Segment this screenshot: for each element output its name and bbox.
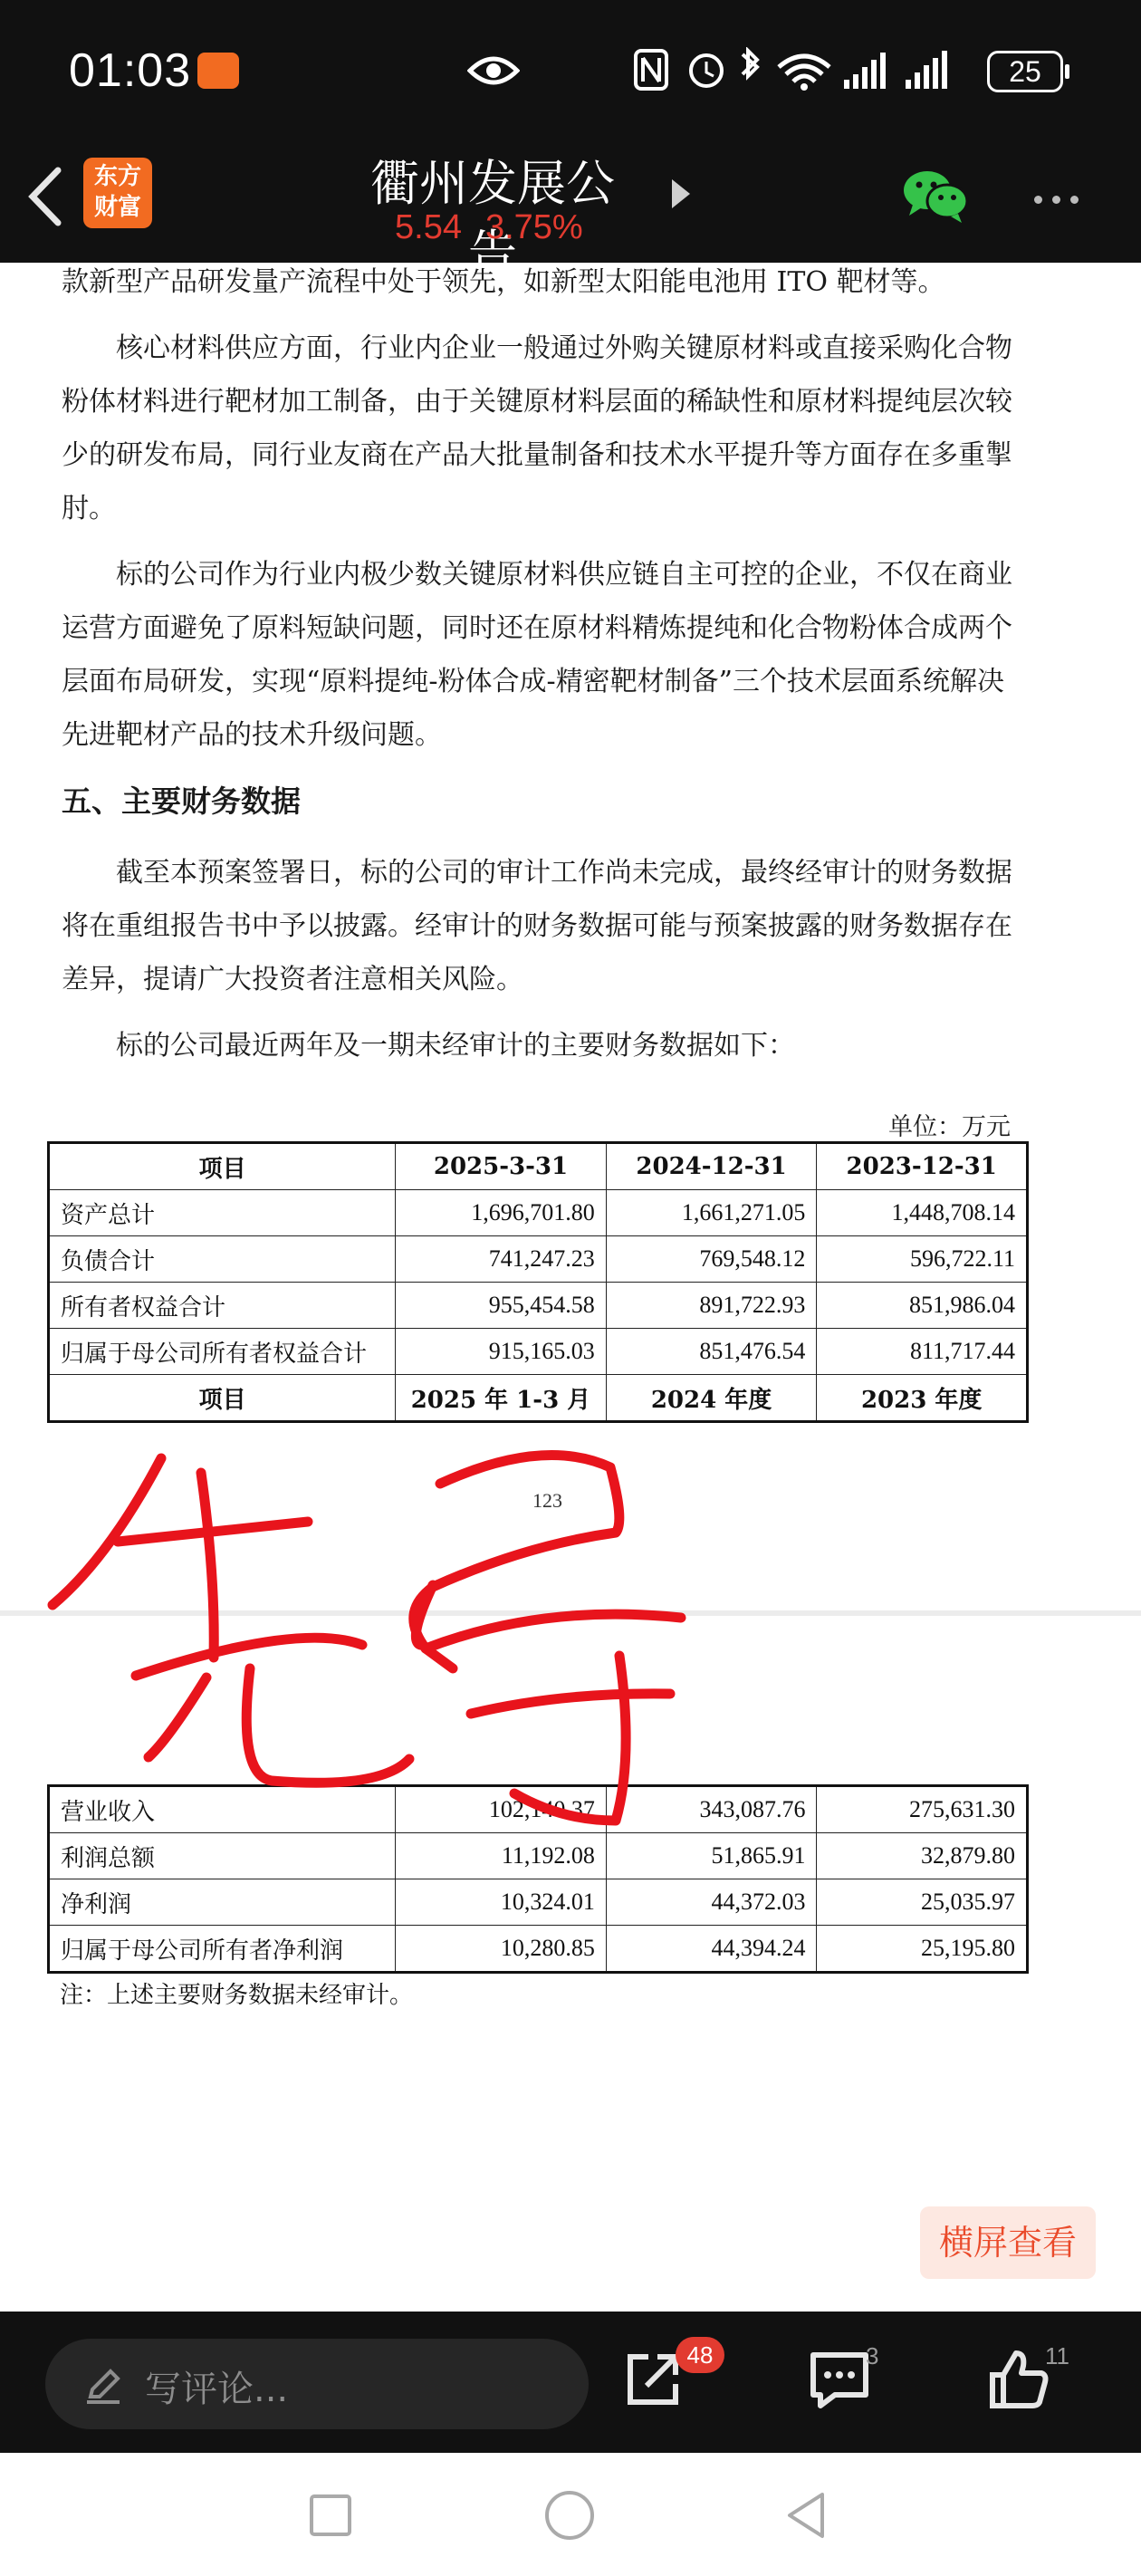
doc-paragraph: 标的公司最近两年及一期未经审计的主要财务数据如下：	[116, 1030, 795, 1062]
comment-icon[interactable]	[808, 2350, 871, 2409]
table-cell: 769,548.12	[606, 1236, 817, 1283]
logo-line-2: 财富	[93, 194, 141, 221]
status-time: 01:03	[69, 44, 192, 97]
share-icon[interactable]	[623, 2350, 683, 2409]
stock-change: 3.75%	[484, 208, 583, 246]
system-nav-bar	[0, 2453, 1141, 2576]
table-row	[49, 1879, 1028, 1926]
app-notification-icon	[197, 53, 239, 89]
comment-placeholder: 写评论...	[145, 2369, 289, 2410]
table-cell: 10,280.85	[396, 1926, 607, 1973]
table-cell: 归属于母公司所有者净利润	[49, 1926, 396, 1973]
table-cell: 1,448,708.14	[817, 1190, 1028, 1236]
doc-paragraph: 标的公司作为行业内极少数关键原材料供应链自主可控的企业，不仅在商业运营方面避免了原料短缺问题，同时还在原材料精炼提纯和化合物粉体合成两个层面布局研发，实现“原料提纯-粉体合成-精密靶材制备”三个技术层面系统解决先进靶材产品的技术升级问题。	[62, 559, 1012, 751]
table-header-cell: 2024 年度	[606, 1375, 817, 1422]
table-cell: 资产总计	[49, 1190, 396, 1236]
table-cell: 343,087.76	[606, 1786, 817, 1833]
document-body	[62, 255, 1021, 1085]
table-cell: 851,476.54	[606, 1329, 817, 1375]
table-header-cell: 2023 年度	[817, 1375, 1028, 1422]
table-cell: 25,195.80	[817, 1926, 1028, 1973]
table-cell: 11,192.08	[396, 1833, 607, 1879]
comment-input[interactable]	[45, 2339, 589, 2429]
table-cell: 102,140.37	[396, 1786, 607, 1833]
table-header-cell: 项目	[49, 1375, 396, 1422]
table-cell: 44,394.24	[606, 1926, 817, 1973]
table-row	[49, 1236, 1028, 1283]
bluetooth-icon	[743, 51, 757, 76]
balance-table	[47, 1141, 1029, 1423]
table-header-row	[49, 1143, 1028, 1190]
table-cell: 25,035.97	[817, 1879, 1028, 1926]
table-unit-label: 单位：万元	[888, 1113, 1011, 1141]
pencil-icon	[83, 2366, 123, 2406]
eastmoney-logo[interactable]	[83, 158, 152, 228]
table-cell: 811,717.44	[817, 1329, 1028, 1375]
table-cell: 44,372.03	[606, 1879, 817, 1926]
table-header-cell: 2025-3-31	[396, 1143, 607, 1190]
table-cell: 归属于母公司所有者权益合计	[49, 1329, 396, 1375]
wifi-icon	[779, 56, 829, 82]
status-icons	[634, 47, 978, 92]
table-cell: 净利润	[49, 1879, 396, 1926]
table-row	[49, 1329, 1028, 1375]
signal-icon-1	[844, 53, 886, 89]
status-bar	[0, 0, 1141, 145]
table-note: 注：上述主要财务数据未经审计。	[60, 1982, 414, 2009]
table-cell: 275,631.30	[817, 1786, 1028, 1833]
table-row	[49, 1283, 1028, 1329]
table-header-row	[49, 1375, 1028, 1422]
table-cell: 1,661,271.05	[606, 1190, 817, 1236]
comment-count: 3	[866, 2342, 879, 2369]
table-header-cell: 2024-12-31	[606, 1143, 817, 1190]
table-cell: 1,696,701.80	[396, 1190, 607, 1236]
doc-paragraph: 款新型产品研发量产流程中处于领先，如新型太阳能电池用 ITO 靶材等。	[62, 266, 945, 298]
battery-indicator: 25	[987, 51, 1063, 92]
doc-paragraph: 截至本预案签署日，标的公司的审计工作尚未完成，最终经审计的财务数据将在重组报告书中予以披露。经审计的财务数据可能与预案披露的财务数据存在差异，提请广大投资者注意相关风险。	[62, 857, 1012, 995]
stock-price: 5.54	[395, 208, 462, 246]
table-cell: 851,986.04	[817, 1283, 1028, 1329]
doc-paragraph: 核心材料供应方面，行业内企业一般通过外购关键原材料或直接采购化合物粉体材料进行靶材加工制备，由于关键原材料层面的稀缺性和原材料提纯层次较少的研发布局，同行业友商在产品大批量制备和技术水平提升等方面存在多重掣肘。	[62, 332, 1012, 524]
unit-row	[62, 1107, 1021, 1143]
table-cell: 891,722.93	[606, 1283, 817, 1329]
eye-icon	[467, 51, 520, 91]
signal-icon-2	[906, 51, 947, 89]
logo-line-1: 东方	[93, 163, 141, 190]
table-header-cell: 2023-12-31	[817, 1143, 1028, 1190]
play-triangle-icon[interactable]	[672, 179, 690, 208]
table-cell: 741,247.23	[396, 1236, 607, 1283]
like-count: 11	[1045, 2342, 1069, 2369]
table-row	[49, 1190, 1028, 1236]
table-cell: 915,165.03	[396, 1329, 607, 1375]
table-cell: 10,324.01	[396, 1879, 607, 1926]
more-menu-icon[interactable]	[1034, 190, 1088, 207]
page-title: 衢州发展公告	[370, 155, 615, 282]
table-header-cell: 项目	[49, 1143, 396, 1190]
stock-quote[interactable]	[395, 208, 607, 247]
table-cell: 负债合计	[49, 1236, 396, 1283]
page-number: 123	[532, 1489, 562, 1512]
table-cell: 955,454.58	[396, 1283, 607, 1329]
landscape-view-button[interactable]: 横屏查看	[920, 2206, 1096, 2279]
section-heading: 五、主要财务数据	[62, 783, 301, 819]
table-cell: 51,865.91	[606, 1833, 817, 1879]
table-cell: 596,722.11	[817, 1236, 1028, 1283]
table-cell: 32,879.80	[817, 1833, 1028, 1879]
table-row	[49, 1833, 1028, 1879]
share-count-badge: 48	[676, 2337, 724, 2373]
home-circle-icon[interactable]	[543, 2489, 596, 2542]
table-cell: 所有者权益合计	[49, 1283, 396, 1329]
bottom-action-bar	[0, 2312, 1141, 2453]
table-header-cell: 2025 年 1-3 月	[396, 1375, 607, 1422]
back-triangle-icon[interactable]	[782, 2489, 828, 2542]
back-arrow-icon[interactable]	[25, 165, 65, 228]
handwritten-annotation	[0, 1431, 724, 1830]
wechat-share-icon[interactable]	[902, 167, 969, 225]
like-thumb-icon[interactable]	[987, 2350, 1050, 2409]
table-cell: 利润总额	[49, 1833, 396, 1879]
table-row	[49, 1926, 1028, 1973]
recent-apps-square-icon[interactable]	[308, 2493, 353, 2538]
table-cell: 营业收入	[49, 1786, 396, 1833]
